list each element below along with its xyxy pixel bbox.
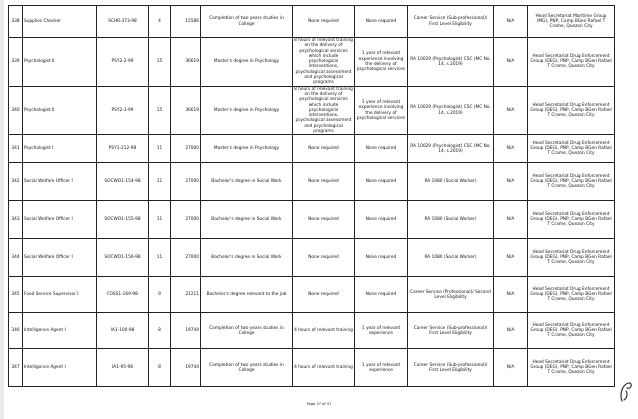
education-cell: Completion of two years studies in College — [201, 349, 293, 387]
page-footer: Page 37 of 47 — [306, 402, 332, 406]
experience-cell: 1 year of relevant experience involving the delivery of psychological services — [355, 38, 408, 87]
competency-cell: N/A — [494, 38, 528, 87]
table-row — [9, 313, 615, 349]
plantilla-item-cell: PSY2-2-99 — [97, 38, 149, 87]
table-row — [9, 277, 615, 313]
place-of-assignment-cell: Head Secretariat Maritime Group (MG), PNP, Camp BGen Rafael T Crame, Quezon City — [528, 6, 615, 38]
place-of-assignment-cell: Head Secretariat Drug Enforcement Group (DEG), PNP, Camp BGen Rafael T Crame, Quezon City — [528, 201, 615, 239]
salary-grade-cell: 15 — [149, 86, 171, 135]
eligibility-cell: RA 1080 (Social Worker) — [408, 239, 494, 277]
position-title-cell: Psychologist II — [23, 86, 97, 135]
vacancy-table — [8, 5, 615, 387]
training-cell: None required — [293, 6, 355, 38]
place-of-assignment-cell: Head Secretariat Drug Enforcement Group (DEG), PNP, Camp BGen Rafael T Crame, Quezon City — [528, 349, 615, 387]
row-number-cell: 339 — [9, 38, 23, 87]
salary-grade-cell: 8 — [149, 313, 171, 349]
salary-grade-cell: 11 — [149, 163, 171, 201]
experience-cell: 1 year of relevant experience — [355, 349, 408, 387]
vacancy-table-body — [9, 6, 615, 387]
place-of-assignment-cell: Head Secretariat Drug Enforcement Group (DEG), PNP, Camp BGen Rafael T Crame, Quezon City — [528, 239, 615, 277]
place-of-assignment-cell: Head Secretariat Drug Enforcement Group (DEG), PNP, Camp BGen Rafael T Crame, Quezon City — [528, 86, 615, 135]
salary-grade-cell: 11 — [149, 239, 171, 277]
competency-cell: N/A — [494, 239, 528, 277]
position-title-cell: Supplies Checker — [23, 6, 97, 38]
education-cell: Completion of two years studies in College — [201, 313, 293, 349]
plantilla-item-cell: PSY2-3-99 — [97, 86, 149, 135]
salary-grade-cell: 4 — [149, 6, 171, 38]
training-cell: None required — [293, 163, 355, 201]
table-row — [9, 349, 615, 387]
table-row — [9, 38, 615, 87]
plantilla-item-cell: FOSS1-169-98 — [97, 277, 149, 313]
monthly-salary-cell: 36619 — [171, 38, 201, 87]
position-title-cell: Intelligence Agent I — [23, 349, 97, 387]
salary-grade-cell: 8 — [149, 349, 171, 387]
eligibility-cell: RA 10029 (Psychologist) CSC (MC No. 14, s.2019) — [408, 86, 494, 135]
row-number-cell: 347 — [9, 349, 23, 387]
eligibility-cell: Career Service (Sub-professional)/ First Level Eligibility — [408, 313, 494, 349]
training-cell: None required — [293, 135, 355, 163]
education-cell: Bachelor's degree in Social Work — [201, 239, 293, 277]
position-title-cell: Psychologist II — [23, 38, 97, 87]
monthly-salary-cell: 27000 — [171, 135, 201, 163]
plantilla-item-cell: IA1-95-98 — [97, 349, 149, 387]
row-number-cell: 345 — [9, 277, 23, 313]
education-cell: Completion of two years studies in College — [201, 6, 293, 38]
position-title-cell: Social Welfare Officer I — [23, 163, 97, 201]
education-cell: Bachelor's degree in Social Work — [201, 163, 293, 201]
position-title-cell: Social Welfare Officer I — [23, 201, 97, 239]
salary-grade-cell: 15 — [149, 38, 171, 87]
position-title-cell: Psychologist I — [23, 135, 97, 163]
place-of-assignment-cell: Head Secretariat Drug Enforcement Group (DEG), PNP, Camp BGen Rafael T Crame, Quezon City — [528, 277, 615, 313]
experience-cell: None required — [355, 135, 408, 163]
education-cell: Bachelor's degree in Social Work — [201, 201, 293, 239]
training-cell: None required — [293, 201, 355, 239]
monthly-salary-cell: 36619 — [171, 86, 201, 135]
table-row — [9, 239, 615, 277]
experience-cell: 1 year of relevant experience — [355, 313, 408, 349]
competency-cell: N/A — [494, 86, 528, 135]
position-title-cell: Intelligence Agent I — [23, 313, 97, 349]
monthly-salary-cell: 15586 — [171, 6, 201, 38]
row-number-cell: 342 — [9, 163, 23, 201]
row-number-cell: 346 — [9, 313, 23, 349]
table-row — [9, 163, 615, 201]
education-cell: Bachelor's degree relevant to the job — [201, 277, 293, 313]
table-row — [9, 135, 615, 163]
training-cell: None required — [293, 239, 355, 277]
eligibility-cell: RA 10029 (Psychologist) CSC (MC No. 14, s.2019) — [408, 38, 494, 87]
plantilla-item-cell: SOCWO1-154-98 — [97, 163, 149, 201]
experience-cell: None required — [355, 6, 408, 38]
plantilla-item-cell: IA1-100-98 — [97, 313, 149, 349]
experience-cell: None required — [355, 277, 408, 313]
row-number-cell: 343 — [9, 201, 23, 239]
plantilla-item-cell: SOCWO1-155-98 — [97, 201, 149, 239]
competency-cell: N/A — [494, 135, 528, 163]
monthly-salary-cell: 27000 — [171, 163, 201, 201]
monthly-salary-cell: 27000 — [171, 239, 201, 277]
training-cell: 8 hours of relevant training on the delivery of psychological services which include psychological interventions, psychological assessment and psychological programs — [294, 38, 353, 86]
monthly-salary-cell: 19744 — [171, 349, 201, 387]
training-cell: 4 hours of relevant training — [293, 349, 355, 387]
competency-cell: N/A — [494, 201, 528, 239]
place-of-assignment-cell: Head Secretariat Drug Enforcement Group (DEG), PNP, Camp BGen Rafael T Crame, Quezon City — [528, 38, 615, 87]
competency-cell: N/A — [494, 349, 528, 387]
plantilla-item-cell: SOCWO1-156-98 — [97, 239, 149, 277]
handwritten-page-mark-icon — [619, 379, 633, 403]
place-of-assignment-cell: Head Secretariat Drug Enforcement Group (DEG), PNP, Camp BGen Rafael T Crame, Quezon City — [528, 163, 615, 201]
row-number-cell: 338 — [9, 6, 23, 38]
monthly-salary-cell: 21211 — [171, 277, 201, 313]
salary-grade-cell: 11 — [149, 201, 171, 239]
position-title-cell: Food Service Supervisor I — [23, 277, 97, 313]
competency-cell: N/A — [494, 313, 528, 349]
table-row — [9, 201, 615, 239]
salary-grade-cell: 11 — [149, 135, 171, 163]
eligibility-cell: Career Service (Sub-professional)/ First Level Eligibility — [408, 6, 494, 38]
education-cell: Master's degree in Psychology — [201, 38, 293, 87]
table-row — [9, 86, 615, 135]
experience-cell: None required — [355, 201, 408, 239]
training-cell: 4 hours of relevant training — [293, 313, 355, 349]
training-cell: None required — [293, 277, 355, 313]
monthly-salary-cell: 19744 — [171, 313, 201, 349]
table-row — [9, 6, 615, 38]
experience-cell: None required — [355, 239, 408, 277]
experience-cell: None required — [355, 163, 408, 201]
place-of-assignment-cell: Head Secretariat Drug Enforcement Group (DEG), PNP, Camp BGen Rafael T Crame, Quezon City — [528, 135, 615, 163]
monthly-salary-cell: 27000 — [171, 201, 201, 239]
row-number-cell: 344 — [9, 239, 23, 277]
page-edge-shadow — [0, 0, 4, 419]
competency-cell: N/A — [494, 163, 528, 201]
education-cell: Master's degree in Psychology — [201, 135, 293, 163]
eligibility-cell: RA 1080 (Social Worker) — [408, 163, 494, 201]
training-cell: 8 hours of relevant training on the delivery of psychological services which include psychological interventions, psychological assessment and psychological programs — [294, 86, 353, 135]
experience-cell: 1 year of relevant experience involving the delivery of psychological services — [355, 86, 408, 135]
eligibility-cell: RA 1080 (Social Worker) — [408, 201, 494, 239]
place-of-assignment-cell: Head Secretariat Drug Enforcement Group (DEG), PNP, Camp BGen Rafael T Crame, Quezon City — [528, 313, 615, 349]
competency-cell: N/A — [494, 277, 528, 313]
plantilla-item-cell: PSY1-212-98 — [97, 135, 149, 163]
competency-cell: N/A — [494, 6, 528, 38]
row-number-cell: 340 — [9, 86, 23, 135]
education-cell: Master's degree in Psychology — [201, 86, 293, 135]
eligibility-cell: Career Service (Sub-professional)/ First Level Eligibility — [408, 349, 494, 387]
row-number-cell: 341 — [9, 135, 23, 163]
eligibility-cell: RA 10029 (Psychologist) CSC (MC No. 14, s.2019) — [408, 135, 494, 163]
plantilla-item-cell: SCHR-373-98 — [97, 6, 149, 38]
eligibility-cell: Career Service (Professional)/ Second Level Eligibility — [408, 277, 494, 313]
salary-grade-cell: 9 — [149, 277, 171, 313]
position-title-cell: Social Welfare Officer I — [23, 239, 97, 277]
